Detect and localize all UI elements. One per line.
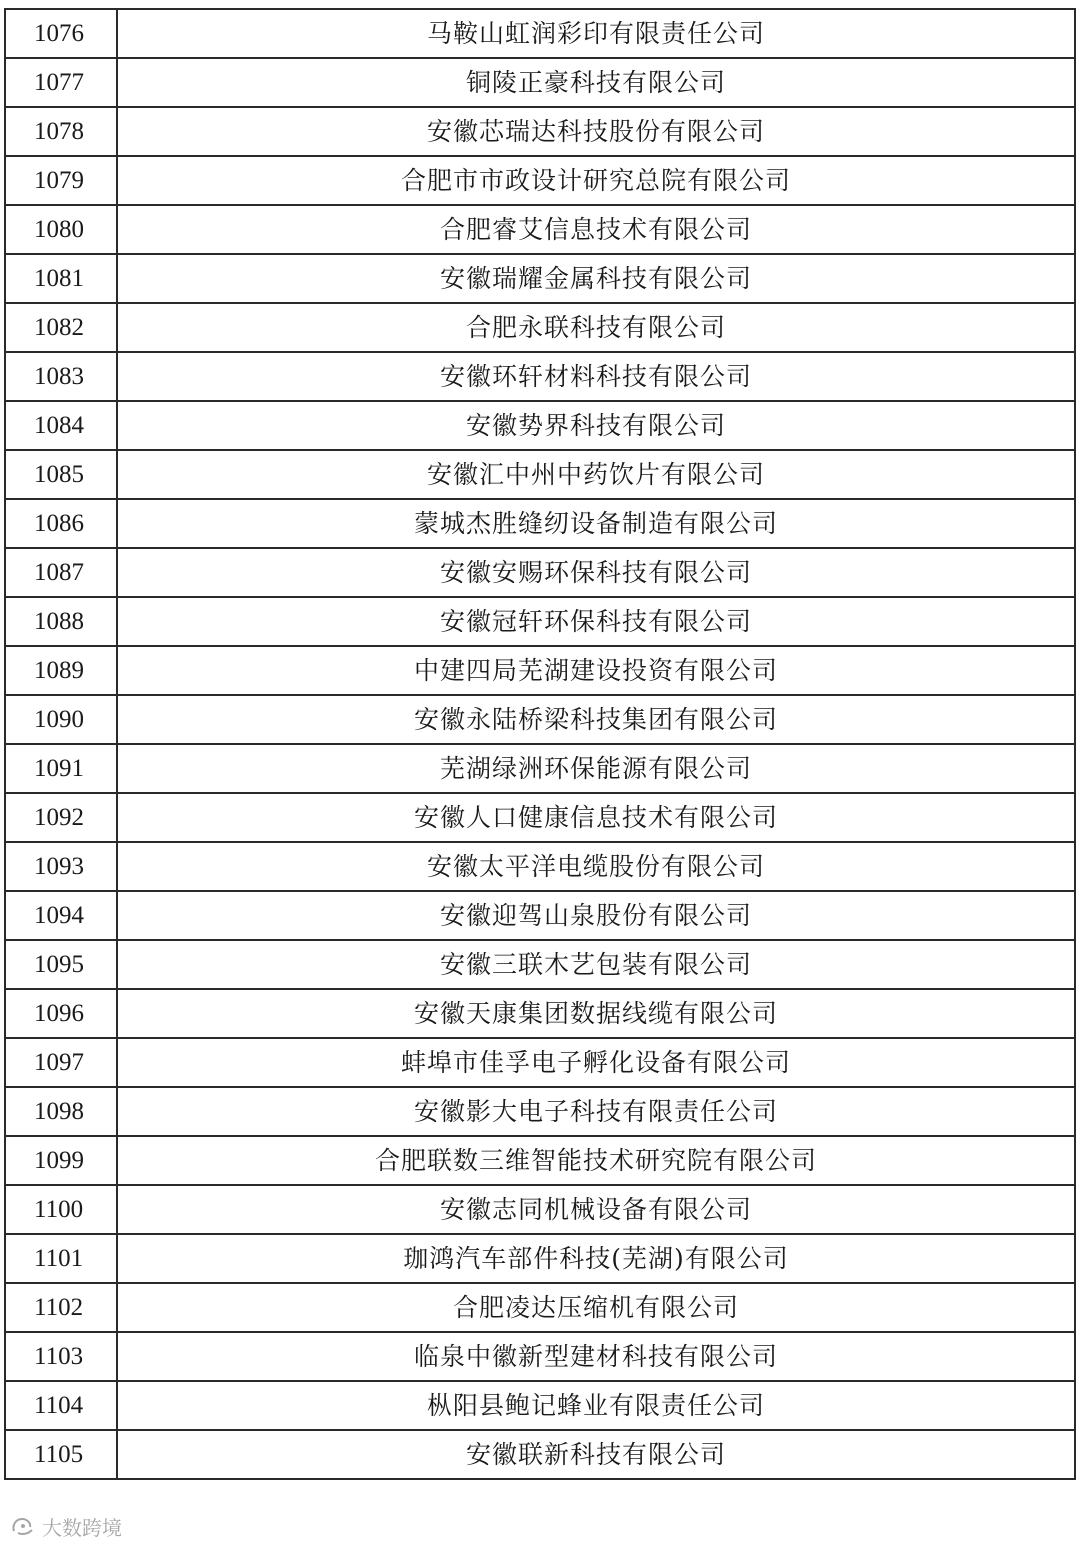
company-name: 安徽天康集团数据线缆有限公司 — [117, 989, 1075, 1038]
company-name: 安徽三联木艺包装有限公司 — [117, 940, 1075, 989]
row-number: 1103 — [5, 1332, 117, 1381]
row-number: 1087 — [5, 548, 117, 597]
row-number: 1094 — [5, 891, 117, 940]
table-row — [5, 744, 1075, 793]
document-page — [4, 8, 1076, 1480]
table-row — [5, 891, 1075, 940]
table-row — [5, 450, 1075, 499]
company-name: 安徽人口健康信息技术有限公司 — [117, 793, 1075, 842]
table-row — [5, 989, 1075, 1038]
table-row — [5, 9, 1075, 58]
row-number: 1090 — [5, 695, 117, 744]
table-row — [5, 401, 1075, 450]
table-row — [5, 842, 1075, 891]
company-name: 安徽汇中州中药饮片有限公司 — [117, 450, 1075, 499]
row-number: 1085 — [5, 450, 117, 499]
table-row — [5, 1381, 1075, 1430]
company-name: 芜湖绿洲环保能源有限公司 — [117, 744, 1075, 793]
row-number: 1096 — [5, 989, 117, 1038]
company-name: 铜陵正豪科技有限公司 — [117, 58, 1075, 107]
table-row — [5, 1430, 1075, 1479]
company-name: 枞阳县鲍记蜂业有限责任公司 — [117, 1381, 1075, 1430]
company-name: 安徽影大电子科技有限责任公司 — [117, 1087, 1075, 1136]
table-row — [5, 1038, 1075, 1087]
table-row — [5, 156, 1075, 205]
row-number: 1100 — [5, 1185, 117, 1234]
table-row — [5, 1283, 1075, 1332]
company-name: 合肥睿艾信息技术有限公司 — [117, 205, 1075, 254]
row-number: 1102 — [5, 1283, 117, 1332]
row-number: 1082 — [5, 303, 117, 352]
company-name: 珈鸿汽车部件科技(芜湖)有限公司 — [117, 1234, 1075, 1283]
row-number: 1086 — [5, 499, 117, 548]
brand-logo-icon — [10, 1515, 36, 1537]
row-number: 1093 — [5, 842, 117, 891]
company-name: 马鞍山虹润彩印有限责任公司 — [117, 9, 1075, 58]
watermark — [10, 1512, 122, 1540]
watermark-text: 大数跨境 — [42, 1515, 122, 1540]
company-name: 合肥市市政设计研究总院有限公司 — [117, 156, 1075, 205]
table-row — [5, 548, 1075, 597]
company-name: 蒙城杰胜缝纫设备制造有限公司 — [117, 499, 1075, 548]
table-row — [5, 58, 1075, 107]
company-table-body — [5, 9, 1075, 1479]
row-number: 1079 — [5, 156, 117, 205]
company-name: 安徽永陆桥梁科技集团有限公司 — [117, 695, 1075, 744]
row-number: 1092 — [5, 793, 117, 842]
row-number: 1076 — [5, 9, 117, 58]
company-name: 合肥凌达压缩机有限公司 — [117, 1283, 1075, 1332]
row-number: 1077 — [5, 58, 117, 107]
row-number: 1104 — [5, 1381, 117, 1430]
company-name: 安徽冠轩环保科技有限公司 — [117, 597, 1075, 646]
table-row — [5, 1332, 1075, 1381]
company-name: 临泉中徽新型建材科技有限公司 — [117, 1332, 1075, 1381]
company-name: 安徽势界科技有限公司 — [117, 401, 1075, 450]
table-row — [5, 646, 1075, 695]
row-number: 1084 — [5, 401, 117, 450]
table-row — [5, 1136, 1075, 1185]
table-row — [5, 499, 1075, 548]
table-row — [5, 940, 1075, 989]
company-name: 安徽联新科技有限公司 — [117, 1430, 1075, 1479]
row-number: 1078 — [5, 107, 117, 156]
row-number: 1101 — [5, 1234, 117, 1283]
table-row — [5, 107, 1075, 156]
table-row — [5, 303, 1075, 352]
table-row — [5, 793, 1075, 842]
row-number: 1095 — [5, 940, 117, 989]
company-name: 蚌埠市佳孚电子孵化设备有限公司 — [117, 1038, 1075, 1087]
table-row — [5, 1087, 1075, 1136]
row-number: 1080 — [5, 205, 117, 254]
company-name: 安徽芯瑞达科技股份有限公司 — [117, 107, 1075, 156]
company-name: 安徽瑞耀金属科技有限公司 — [117, 254, 1075, 303]
row-number: 1091 — [5, 744, 117, 793]
row-number: 1099 — [5, 1136, 117, 1185]
row-number: 1083 — [5, 352, 117, 401]
row-number: 1097 — [5, 1038, 117, 1087]
table-row — [5, 1234, 1075, 1283]
company-name: 安徽环轩材料科技有限公司 — [117, 352, 1075, 401]
company-name: 合肥联数三维智能技术研究院有限公司 — [117, 1136, 1075, 1185]
row-number: 1088 — [5, 597, 117, 646]
company-name: 安徽迎驾山泉股份有限公司 — [117, 891, 1075, 940]
company-name: 中建四局芜湖建设投资有限公司 — [117, 646, 1075, 695]
table-row — [5, 352, 1075, 401]
row-number: 1105 — [5, 1430, 117, 1479]
row-number: 1098 — [5, 1087, 117, 1136]
company-name: 安徽志同机械设备有限公司 — [117, 1185, 1075, 1234]
table-row — [5, 597, 1075, 646]
company-name: 安徽安赐环保科技有限公司 — [117, 548, 1075, 597]
company-name: 安徽太平洋电缆股份有限公司 — [117, 842, 1075, 891]
company-name: 合肥永联科技有限公司 — [117, 303, 1075, 352]
row-number: 1081 — [5, 254, 117, 303]
table-row — [5, 1185, 1075, 1234]
row-number: 1089 — [5, 646, 117, 695]
company-table — [4, 8, 1076, 1480]
table-row — [5, 254, 1075, 303]
table-row — [5, 695, 1075, 744]
table-row — [5, 205, 1075, 254]
